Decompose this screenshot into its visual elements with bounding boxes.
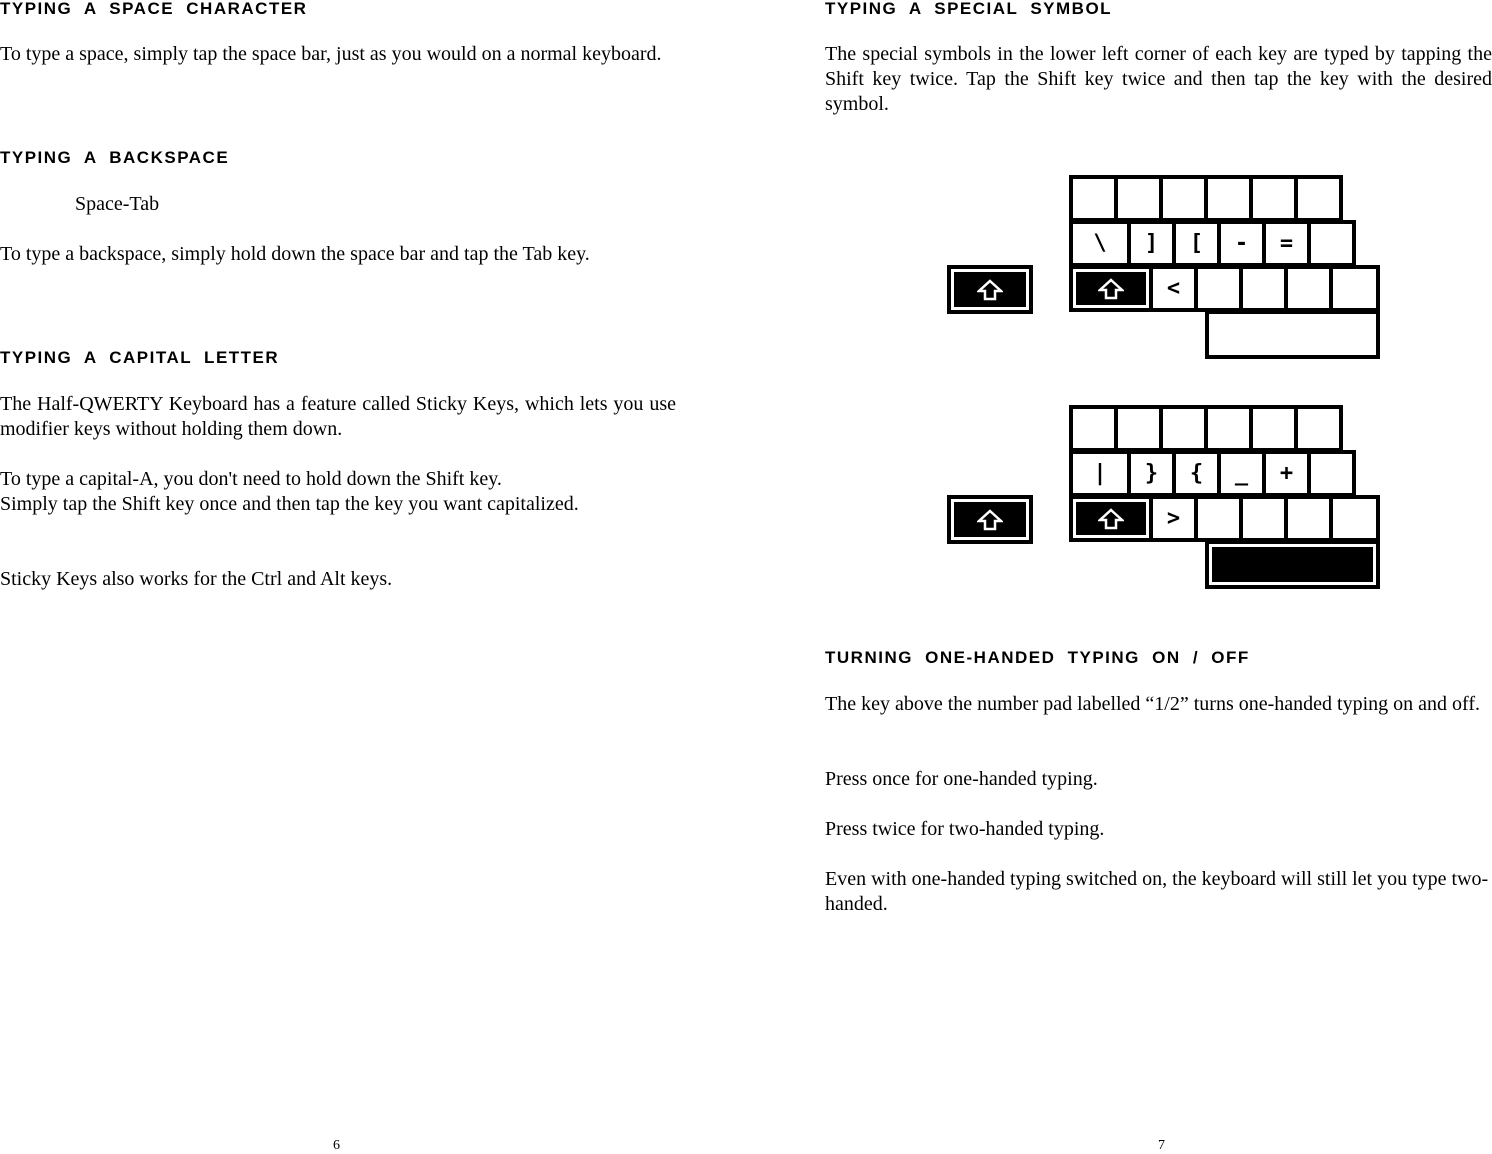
shift-key — [1069, 495, 1153, 542]
key — [1307, 450, 1356, 497]
key — [1284, 265, 1333, 312]
key-less-than: < — [1149, 265, 1198, 312]
key — [1329, 495, 1380, 542]
keyboard-diagram-shift-once — [945, 175, 1385, 365]
key-greater-than: > — [1149, 495, 1198, 542]
key-left-brace: { — [1172, 450, 1221, 497]
toggle-paragraph-4: Even with one-handed typing switched on, the keyboard will still let you type two-handed. — [825, 868, 1489, 915]
key — [1194, 265, 1243, 312]
page-number-left: 6 — [333, 1138, 340, 1153]
toggle-paragraph-1: The key above the number pad labelled “1/2” turns one-handed typing on and off. — [825, 693, 1480, 715]
heading-space-character: TYPING A SPACE CHARACTER — [0, 0, 308, 18]
shift-arrow-icon — [977, 509, 1003, 531]
key — [1114, 175, 1163, 222]
key — [1249, 175, 1298, 222]
key-underscore: _ — [1217, 450, 1266, 497]
key — [1239, 495, 1288, 542]
key — [1159, 175, 1208, 222]
capital-paragraph-3: Simply tap the Shift key once and then tap the key you want capitalized. — [0, 493, 579, 515]
heading-capital-letter: TYPING A CAPITAL LETTER — [0, 348, 280, 367]
key-right-brace: } — [1127, 450, 1176, 497]
key — [1284, 495, 1333, 542]
page-number-right: 7 — [1158, 1138, 1165, 1153]
key — [1204, 175, 1253, 222]
key — [1239, 265, 1288, 312]
key — [1294, 405, 1343, 452]
backspace-paragraph: To type a backspace, simply hold down the space bar and tap the Tab key. — [0, 243, 590, 265]
heading-one-handed-toggle: TURNING ONE-HANDED TYPING ON / OFF — [825, 648, 1250, 667]
backspace-key-combo: Space-Tab — [75, 193, 160, 215]
capital-paragraph-1: The Half-QWERTY Keyboard has a feature called Sticky Keys, which lets you use modifier keys without holding them down. — [0, 393, 676, 440]
key — [1114, 405, 1163, 452]
shift-arrow-icon — [977, 279, 1003, 301]
key-plus: + — [1262, 450, 1311, 497]
key — [1249, 405, 1298, 452]
key-pipe: | — [1069, 450, 1131, 497]
key — [1194, 495, 1243, 542]
key-minus: - — [1217, 220, 1266, 267]
key-backslash: \ — [1069, 220, 1131, 267]
key — [1307, 220, 1356, 267]
shift-key — [1069, 265, 1153, 312]
key-right-bracket: ] — [1127, 220, 1176, 267]
key — [1159, 405, 1208, 452]
capital-paragraph-2: To type a capital-A, you don't need to hold down the Shift key. — [0, 468, 502, 490]
toggle-paragraph-2: Press once for one-handed typing. — [825, 768, 1098, 790]
keyboard-diagram-shift-twice — [945, 405, 1385, 595]
heading-backspace: TYPING A BACKSPACE — [0, 148, 230, 167]
shift-key-outside — [947, 265, 1033, 314]
shift-key-outside — [947, 495, 1033, 544]
key — [1069, 405, 1118, 452]
space-bar-highlighted — [1205, 540, 1380, 589]
left-page — [0, 0, 700, 1152]
special-symbol-paragraph: The special symbols in the lower left corner of each key are typed by tapping the Shift key twice. Tap the Shift key twice and then tap the key with the desired symbol. — [825, 43, 1492, 115]
heading-special-symbol: TYPING A SPECIAL SYMBOL — [825, 0, 1113, 18]
key — [1294, 175, 1343, 222]
shift-arrow-icon — [1098, 278, 1124, 300]
key — [1069, 175, 1118, 222]
capital-paragraph-4: Sticky Keys also works for the Ctrl and Alt keys. — [0, 568, 393, 590]
space-paragraph: To type a space, simply tap the space bar, just as you would on a normal keyboard. — [0, 43, 662, 65]
shift-arrow-icon — [1098, 508, 1124, 530]
space-bar — [1205, 310, 1380, 359]
key-left-bracket: [ — [1172, 220, 1221, 267]
key-equals: = — [1262, 220, 1311, 267]
key — [1329, 265, 1380, 312]
toggle-paragraph-3: Press twice for two-handed typing. — [825, 818, 1105, 840]
key — [1204, 405, 1253, 452]
